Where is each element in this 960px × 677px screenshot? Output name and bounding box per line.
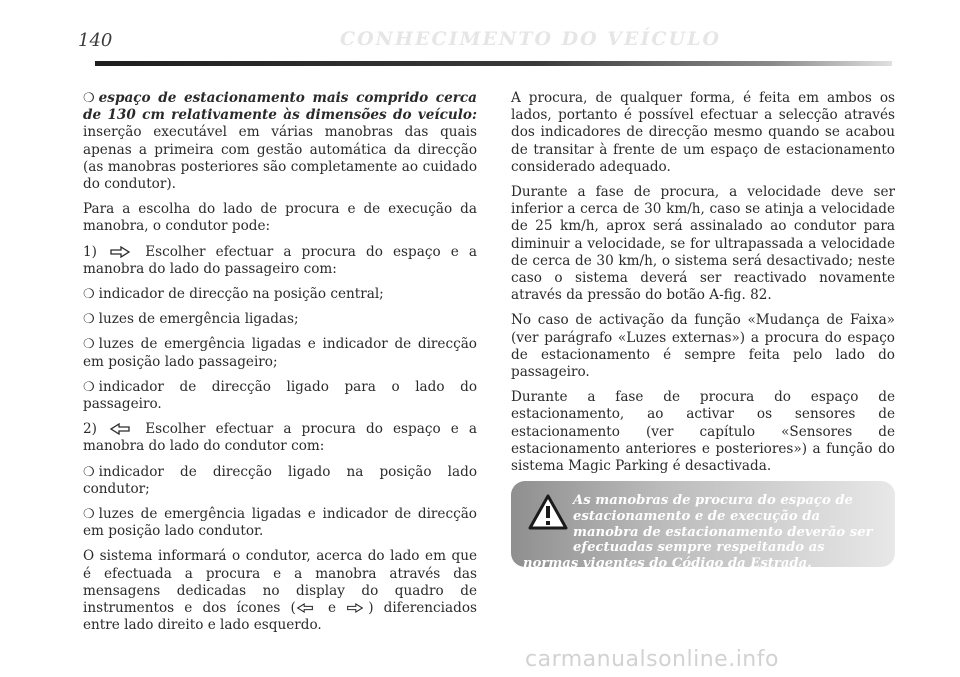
option-text: Escolher efectuar a procura do espaço e a manobra do lado do condutor com: [83, 421, 478, 455]
bullet-icon: ❍ [83, 312, 95, 328]
page-title: CONHECIMENTO DO VEÍCULO [340, 28, 722, 50]
right-arrow-icon [346, 602, 364, 614]
bullet-icon: ❍ [83, 91, 95, 106]
left-arrow-icon [109, 423, 131, 435]
paragraph: A procura, de qualquer forma, é feita em ambos os lados, portanto é possível efectuar a selecção através dos indicadores de direcção mesmo quando se acabou de transitar à frente de um espaço de estacionamento considerado adequado. [511, 90, 895, 175]
warning-box [511, 481, 895, 572]
paragraph: Durante a fase de procura do espaço de estacionamento, ao activar os sensores de estacionamento (ver capítulo «Sensores de estacionamento anteriores e posteriores») a função do sistema Magic Parking é desactivada. [511, 389, 895, 475]
list-item: ❍ indicador de direcção ligado para o lado do passageiro. [83, 378, 477, 413]
paragraph-system-info: O sistema informará o condutor, acerca do lado em que é efectuada a procura e a manobra através das mensagens dedicadas no display do quadro de instrumentos e dos ícones ( e ) diferenciados entre lado direito e lado esquerdo. [83, 548, 477, 634]
right-arrow-icon [109, 246, 131, 258]
list-item: ❍ luzes de emergência ligadas e indicador de direcção em posição lado condutor. [83, 506, 477, 540]
list-item: ❍ luzes de emergência ligadas; [83, 311, 299, 328]
header-rule [95, 61, 892, 66]
bullet-icon: ❍ [83, 287, 95, 303]
list-item: ❍ indicador de direcção ligado na posição lado condutor; [83, 463, 477, 497]
left-column [83, 90, 477, 642]
option-text: Escolher efectuar a procura do espaço e a manobra do lado do passageiro com: [83, 243, 478, 277]
paragraph-text: inserção executável em várias manobras das quais apenas a primeira com gestão automática da direcção (as manobras posteriores são completamente ao cuidado do condutor). [83, 124, 477, 193]
page-number: 140 [78, 30, 113, 51]
paragraph-choice: Para a escolha do lado de procura e de execução da manobra, o condutor pode: [83, 201, 477, 235]
bold-heading: espaço de estacionamento mais comprido cerca de 130 cm relativamente às dimensões do veículo: [83, 90, 477, 124]
paragraph-long-space [83, 90, 477, 193]
bullet-icon: ❍ [83, 379, 95, 395]
bullet-icon: ❍ [83, 464, 95, 480]
list-item: ❍ luzes de emergência ligadas e indicador de direcção em posição lado passageiro; [83, 336, 477, 370]
warning-text: As manobras de procura do espaço de estacionamento e de execução da manobra de estacionamento deverão ser efectuadas sempre respeitando as normas vigentes do Código da Estrada. [523, 493, 873, 572]
option-number: 2) [83, 421, 97, 438]
list-item: ❍ indicador de direcção na posição central; [83, 286, 384, 303]
bullet-icon: ❍ [83, 337, 95, 353]
paragraph: No caso de activação da função «Mudança de Faixa» (ver parágrafo «Luzes externas») a procura do espaço de estacionamento é sempre feita pelo lado do passageiro. [511, 312, 895, 381]
option-number: 1) [83, 243, 97, 260]
paragraph: Durante a fase de procura, a velocidade deve ser inferior a cerca de 30 km/h, caso se atinja a velocidade de 25 km/h, aprox será assinalado ao condutor para diminuir a velocidade, se for ultrapassada a velocidade de cerca de 30 km/h, o sistema será desactivado; neste caso o sistema deverá ser reactivado novamente através da pressão do botão A-fig. 82. [511, 184, 895, 304]
bullet-icon: ❍ [83, 507, 95, 523]
right-column [511, 90, 895, 483]
option-1 [83, 244, 477, 278]
watermark: carmanualsonline.info [525, 647, 779, 672]
left-arrow-icon [296, 602, 314, 614]
option-2 [83, 421, 477, 455]
